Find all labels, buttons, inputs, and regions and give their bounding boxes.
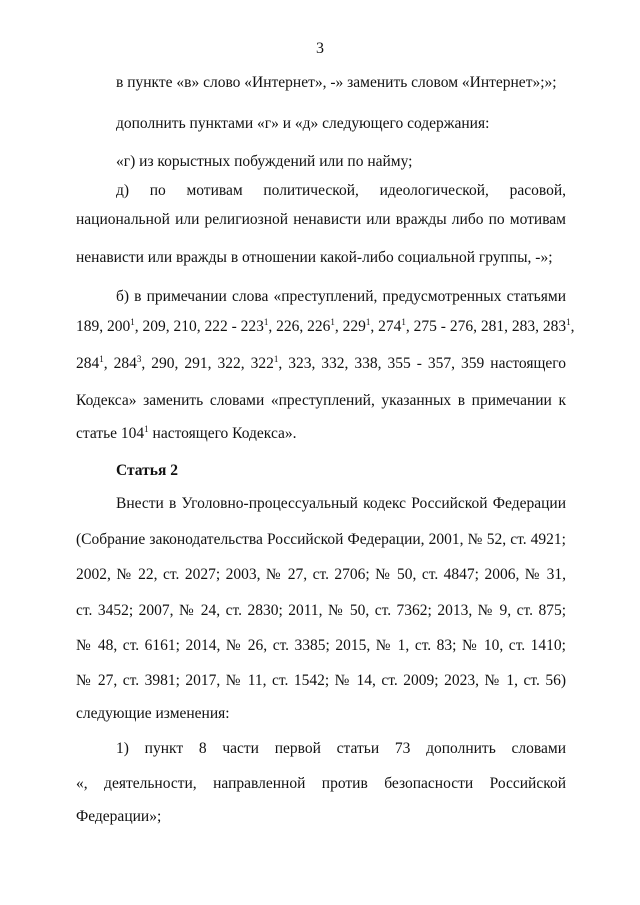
text-line: 2002, № 22, ст. 2027; 2003, № 27, ст. 2706; № 50, ст. 4847; 2006, № 31,: [76, 566, 566, 583]
text-line: Кодекса» заменить словами «преступлений, указанных в примечании к: [76, 392, 566, 409]
text-line: статье $104^1$ настоящего Кодекса».: [76, 424, 297, 442]
superscript: 1: [263, 317, 269, 327]
text-line: $284^1$, $284^3$, 290, 291, 322, $322^1$, 323, 332, 338, 355 - 357, 359 настоящего: [76, 354, 567, 372]
superscript: 1: [273, 354, 279, 364]
text-line: следующие изменения:: [76, 705, 230, 722]
superscript: 1: [566, 317, 571, 327]
article-heading: Статья 2: [116, 462, 178, 479]
text-line: национальной или религиозной ненависти или вражды либо по мотивам: [76, 211, 566, 228]
text-line: «, деятельности, направленной против безопасности Российской: [76, 775, 566, 792]
text-line: ст. 3452; 2007, № 24, ст. 2830; 2011, № 50, ст. 7362; 2013, № 9, ст. 875;: [76, 602, 566, 619]
text-line: № 27, ст. 3981; 2017, № 11, ст. 1542; № 14, ст. 2009; 2023, № 1, ст. 56): [76, 672, 566, 689]
text-line: д) по мотивам политической, идеологической, расовой,: [116, 182, 566, 199]
superscript: 1: [144, 424, 149, 434]
superscript: 3: [136, 354, 142, 364]
text-line: «г) из корыстных побуждений или по найму;: [116, 153, 413, 170]
text-line: ненависти или вражды в отношении какой-либо социальной группы, -»;: [76, 249, 553, 266]
superscript: 1: [99, 354, 104, 364]
text-line: Внести в Уголовно-процессуальный кодекс Российской Федерации: [116, 495, 566, 512]
text-line: дополнить пунктами «г» и «д» следующего содержания:: [116, 115, 490, 132]
superscript: 1: [365, 317, 371, 327]
text-line: 189, $200^1$, 209, 210, $222 - 223^1$, 226, $226^1$, $229^1$, $274^1$, 275 - 276, 281, 283, $283^1$,: [76, 317, 575, 335]
text-line: 1) пункт 8 части первой статьи 73 дополнить словами: [116, 740, 566, 757]
superscript: 1: [401, 317, 406, 327]
superscript: 1: [130, 317, 135, 327]
superscript: 1: [330, 317, 335, 327]
text-line: б) в примечании слова «преступлений, предусмотренных статьями: [116, 288, 566, 305]
text-line: Федерации»;: [76, 808, 162, 825]
page-number: 3: [316, 40, 324, 57]
text-line: № 48, ст. 6161; 2014, № 26, ст. 3385; 2015, № 1, ст. 83; № 10, ст. 1410;: [76, 637, 566, 654]
text-line: в пункте «в» слово «Интернет», -» заменить словом «Интернет»;»;: [116, 74, 557, 91]
text-line: (Собрание законодательства Российской Федерации, 2001, № 52, ст. 4921;: [76, 531, 566, 548]
